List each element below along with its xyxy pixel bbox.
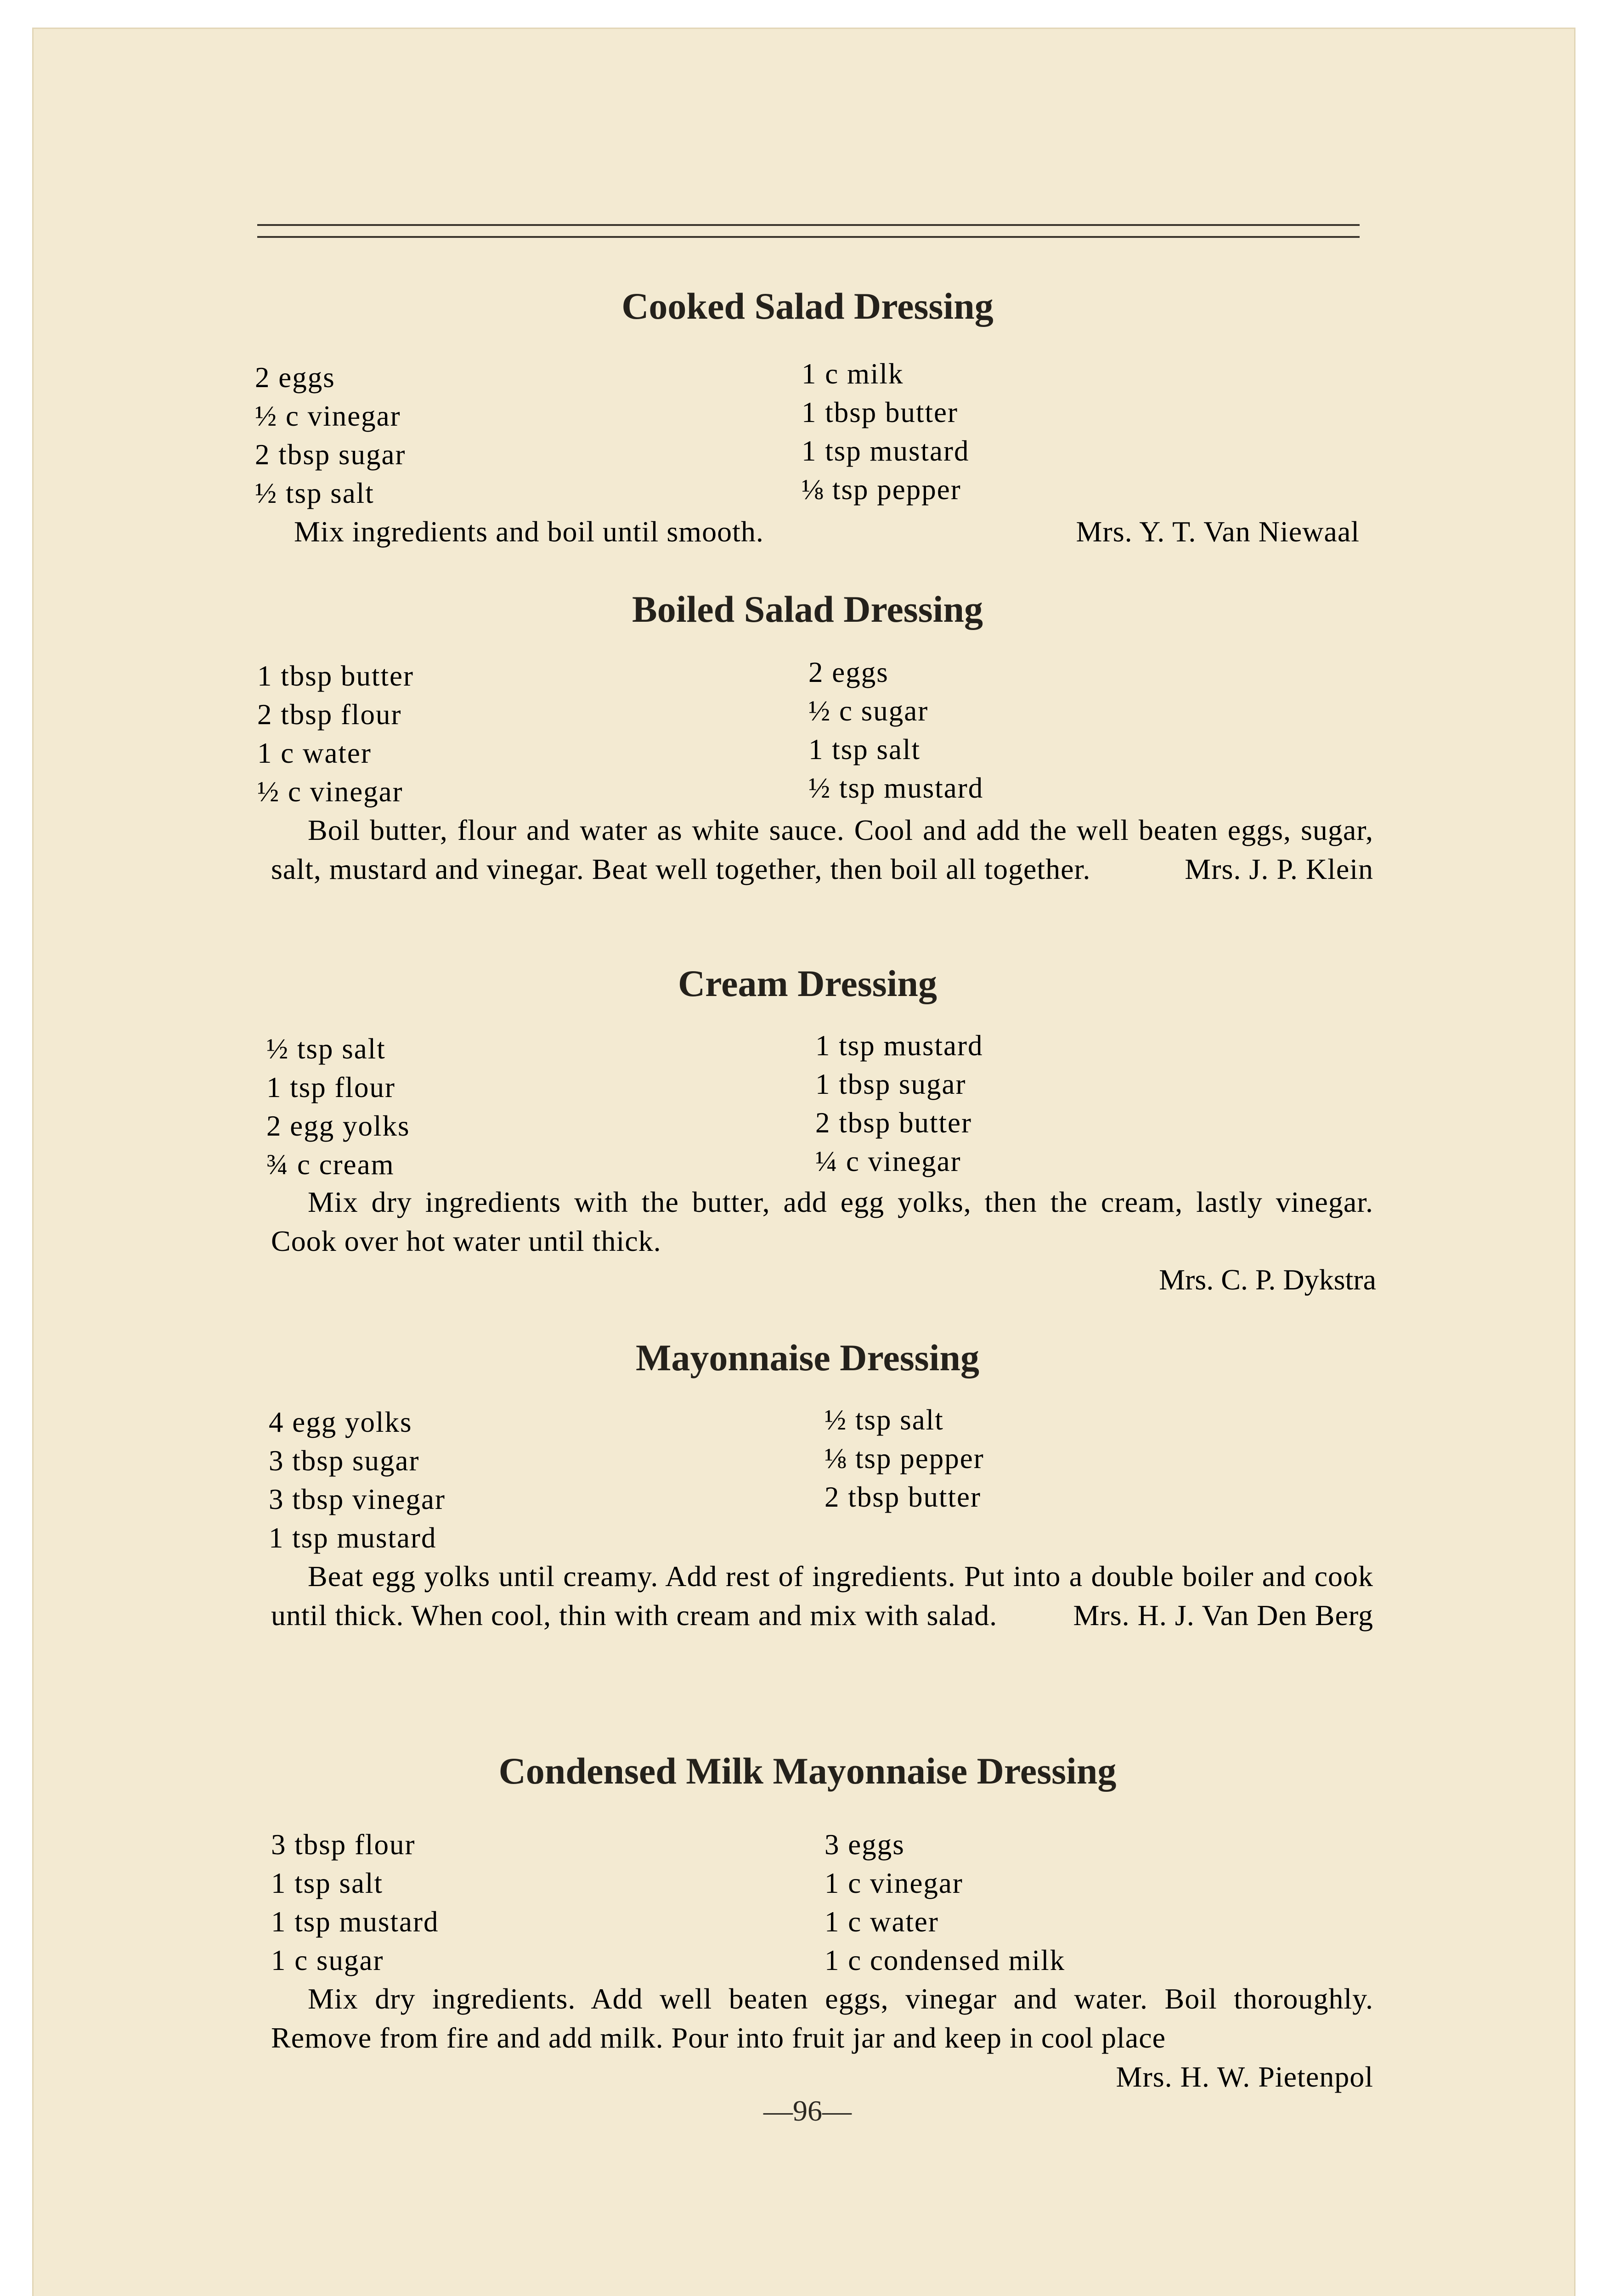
ingredient: 1 tsp mustard [802,435,970,467]
ingredient: ⅛ tsp pepper [824,1442,984,1474]
ingredients-left [266,1030,410,1184]
ingredient: 2 eggs [808,656,889,688]
ingredient: 1 c milk [802,358,904,390]
method-text: Mix ingredients and boil until smooth. [294,515,764,548]
ingredient: ½ tsp salt [824,1404,944,1436]
recipe-method [271,1557,1373,1635]
page-number: —96— [763,2094,852,2127]
ingredient: ½ tsp salt [255,477,374,509]
recipe-author: Mrs. C. P. Dykstra [1159,1263,1376,1296]
ingredient: 1 c water [824,1906,939,1938]
ingredient: 3 tbsp vinegar [269,1483,446,1515]
ingredient: 1 tbsp sugar [815,1068,966,1100]
recipe-method [271,1979,1373,2096]
recipe-title: Condensed Milk Mayonnaise Dressing [498,1750,1117,1792]
recipe-title: Mayonnaise Dressing [636,1337,979,1379]
recipe-method [271,1182,1373,1261]
ingredient: ½ tsp mustard [808,772,984,804]
ingredients-right [815,1026,983,1181]
ingredient: 1 tbsp butter [257,660,414,692]
recipe-author: Mrs. Y. T. Van Niewaal [1076,515,1360,548]
method-text: Boil butter, flour and water as white sauce. Cool and add the well beaten eggs, sugar, salt, mustard and vinegar. Beat well together, then boil all together. [271,814,1373,885]
ingredient: 2 tbsp sugar [255,439,406,471]
ingredient: 1 c condensed milk [824,1944,1066,1976]
ingredient: ⅛ tsp pepper [802,473,961,506]
ingredient: 1 tbsp butter [802,396,958,428]
recipe-author: Mrs. J. P. Klein [1185,853,1373,885]
ingredients-right [802,355,970,509]
ingredients-left [269,1403,446,1557]
ingredient: ½ tsp salt [266,1033,386,1065]
ingredients-left [257,657,414,811]
method-text: Beat egg yolks until creamy. Add rest of ingredients. Put into a double boiler and cook until thick. When cool, thin with cream and mix with salad. [271,1560,1373,1632]
ingredient: ½ c sugar [808,695,929,727]
recipe-author: Mrs. H. W. Pietenpol [1116,2060,1373,2093]
ingredient: 1 tsp mustard [271,1906,439,1938]
ingredients-right [824,1401,984,1516]
ingredients-left [271,1825,439,1980]
recipe-author: Mrs. H. J. Van Den Berg [1073,1599,1373,1632]
ingredient: 1 c water [257,737,372,769]
ingredients-right [808,653,983,807]
ingredient: 1 tsp mustard [269,1522,437,1554]
ingredient: ¾ c cream [266,1148,395,1181]
recipe-title: Boiled Salad Dressing [632,588,983,630]
ingredient: 1 c vinegar [824,1867,963,1899]
recipe-title: Cream Dressing [678,962,937,1004]
ingredient: 1 tsp mustard [815,1030,983,1062]
ingredient: ¼ c vinegar [815,1145,961,1177]
ingredient: 2 tbsp butter [815,1107,972,1139]
ingredient: ½ c vinegar [257,776,403,808]
ingredient: 2 eggs [255,361,335,394]
ingredient: 2 tbsp flour [257,698,402,731]
ingredient: 2 tbsp butter [824,1481,981,1513]
ingredient: 1 c sugar [271,1944,384,1976]
recipe-method [271,810,1373,889]
ingredient: 1 tsp salt [808,733,921,765]
ingredients-left [255,358,406,512]
ingredient: 2 egg yolks [266,1110,410,1142]
ingredient: 3 tbsp flour [271,1829,416,1861]
ingredient: 1 tsp salt [271,1867,384,1899]
ingredients-right [824,1825,1065,1980]
ingredient: 1 tsp flour [266,1071,395,1103]
method-text: Mix dry ingredients with the butter, add egg yolks, then the cream, lastly vinegar. Cook over hot water until thick. [271,1186,1373,1257]
ingredient: 3 eggs [824,1829,905,1861]
recipe-title: Cooked Salad Dressing [621,285,994,327]
ingredient: 3 tbsp sugar [269,1445,420,1477]
ingredient: ½ c vinegar [255,400,401,432]
recipe-method [294,512,1360,551]
ingredient: 4 egg yolks [269,1406,412,1438]
method-text: Mix dry ingredients. Add well beaten eggs, vinegar and water. Boil thoroughly. Remove from fire and add milk. Pour into fruit jar and keep in cool place [271,1982,1373,2054]
header-double-rule [257,224,1360,238]
